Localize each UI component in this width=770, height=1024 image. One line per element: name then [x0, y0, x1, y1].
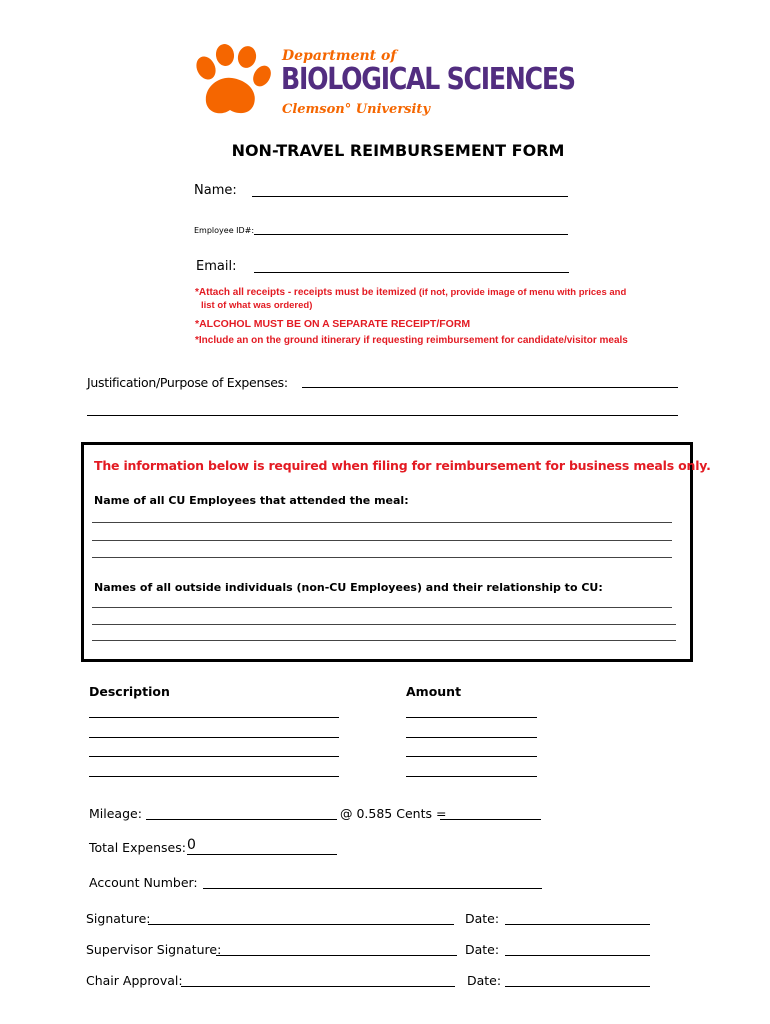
employee-id-field[interactable] [254, 220, 568, 234]
supervisor-date-field[interactable] [505, 940, 650, 955]
account-number-field[interactable] [203, 873, 542, 888]
amount-line-4 [406, 776, 537, 777]
signature-date-label: Date: [465, 911, 500, 926]
signature-label: Signature: [86, 911, 151, 926]
outside-line-1 [92, 607, 672, 608]
employee-id-label: Employee ID#: [194, 226, 255, 235]
receipts-note-bold: *Attach all receipts - receipts must be itemized [195, 287, 417, 298]
amount-row-3[interactable] [406, 742, 537, 756]
receipts-note-line2: list of what was ordered) [201, 300, 313, 311]
mileage-amount-field[interactable] [440, 804, 541, 819]
department-label: Department of [282, 48, 397, 64]
supervisor-date-label: Date: [465, 942, 500, 957]
employees-line-1 [92, 522, 672, 523]
outside-individuals-label: Names of all outside individuals (non-CU Employees) and their relationship to CU: [94, 581, 603, 594]
receipts-note-rest: (if not, provide image of menu with prices and [416, 287, 627, 298]
outside-individuals-field[interactable] [94, 597, 678, 643]
chair-date-field[interactable] [505, 971, 650, 986]
university-name: Clemson° University [282, 102, 430, 117]
supervisor-signature-underline [216, 955, 457, 956]
mileage-label: Mileage: [89, 806, 142, 821]
description-row-1[interactable] [89, 703, 339, 717]
form-title: NON-TRAVEL REIMBURSEMENT FORM [231, 141, 565, 160]
justification-label: Justification/Purpose of Expenses: [87, 375, 288, 390]
signature-date-field[interactable] [505, 909, 650, 924]
justification-field[interactable] [302, 372, 678, 387]
total-expenses-field[interactable] [187, 836, 337, 853]
alcohol-note: *ALCOHOL MUST BE ON A SEPARATE RECEIPT/FORM [195, 318, 471, 330]
mileage-amount-underline [440, 819, 541, 820]
supervisor-signature-label: Supervisor Signature: [86, 942, 222, 957]
amount-row-1[interactable] [406, 703, 537, 717]
justification-underline [302, 387, 678, 388]
mileage-field[interactable] [146, 804, 337, 819]
meals-heading: The information below is required when filing for reimbursement for business meals only. [94, 458, 711, 473]
business-meals-box [81, 442, 711, 662]
justification-underline-2 [87, 415, 678, 416]
employees-line-2 [92, 540, 672, 541]
email-label: Email: [196, 259, 237, 274]
name-underline [252, 196, 568, 197]
description-line-3 [89, 756, 339, 757]
amount-row-2[interactable] [406, 723, 537, 737]
signature-field[interactable] [148, 909, 454, 924]
email-field[interactable] [254, 257, 569, 273]
description-row-4[interactable] [89, 762, 339, 776]
description-line-2 [89, 737, 339, 738]
description-header: Description [89, 684, 170, 699]
cu-employees-field[interactable] [94, 511, 674, 563]
name-label: Name: [194, 183, 237, 198]
description-line-1 [89, 717, 339, 718]
description-row-3[interactable] [89, 742, 339, 756]
chair-approval-underline [181, 986, 455, 987]
amount-line-1 [406, 717, 537, 718]
outside-line-3 [92, 640, 676, 641]
amount-header: Amount [406, 684, 462, 699]
chair-approval-label: Chair Approval: [86, 973, 183, 988]
outside-line-2 [92, 624, 676, 625]
mileage-rate: @ 0.585 Cents = [340, 806, 447, 821]
justification-field-line2[interactable] [87, 400, 678, 415]
itinerary-note: *Include an on the ground itinerary if requesting reimbursement for candidate/visitor meals [195, 335, 628, 346]
receipts-note [195, 286, 626, 300]
chair-date-label: Date: [467, 973, 502, 988]
amount-row-4[interactable] [406, 762, 537, 776]
chair-approval-field[interactable] [181, 971, 455, 986]
total-expenses-label: Total Expenses: [89, 840, 186, 855]
account-number-label: Account Number: [89, 875, 198, 890]
total-expenses-underline [187, 854, 337, 855]
supervisor-signature-field[interactable] [216, 940, 457, 955]
amount-line-3 [406, 756, 537, 757]
employees-line-3 [92, 557, 672, 558]
mileage-underline [146, 819, 337, 820]
description-row-2[interactable] [89, 723, 339, 737]
amount-line-2 [406, 737, 537, 738]
chair-date-underline [505, 986, 650, 987]
signature-underline [148, 924, 454, 925]
cu-employees-label: Name of all CU Employees that attended the meal: [94, 494, 409, 507]
department-logo [192, 44, 575, 120]
supervisor-date-underline [505, 955, 650, 956]
email-underline [254, 272, 569, 273]
employee-id-underline [254, 234, 568, 235]
description-line-4 [89, 776, 339, 777]
account-number-underline [203, 888, 542, 889]
department-name: BIOLOGICAL SCIENCES [281, 62, 575, 97]
name-field[interactable] [252, 181, 568, 197]
tiger-paw-icon [192, 44, 274, 118]
signature-date-underline [505, 924, 650, 925]
